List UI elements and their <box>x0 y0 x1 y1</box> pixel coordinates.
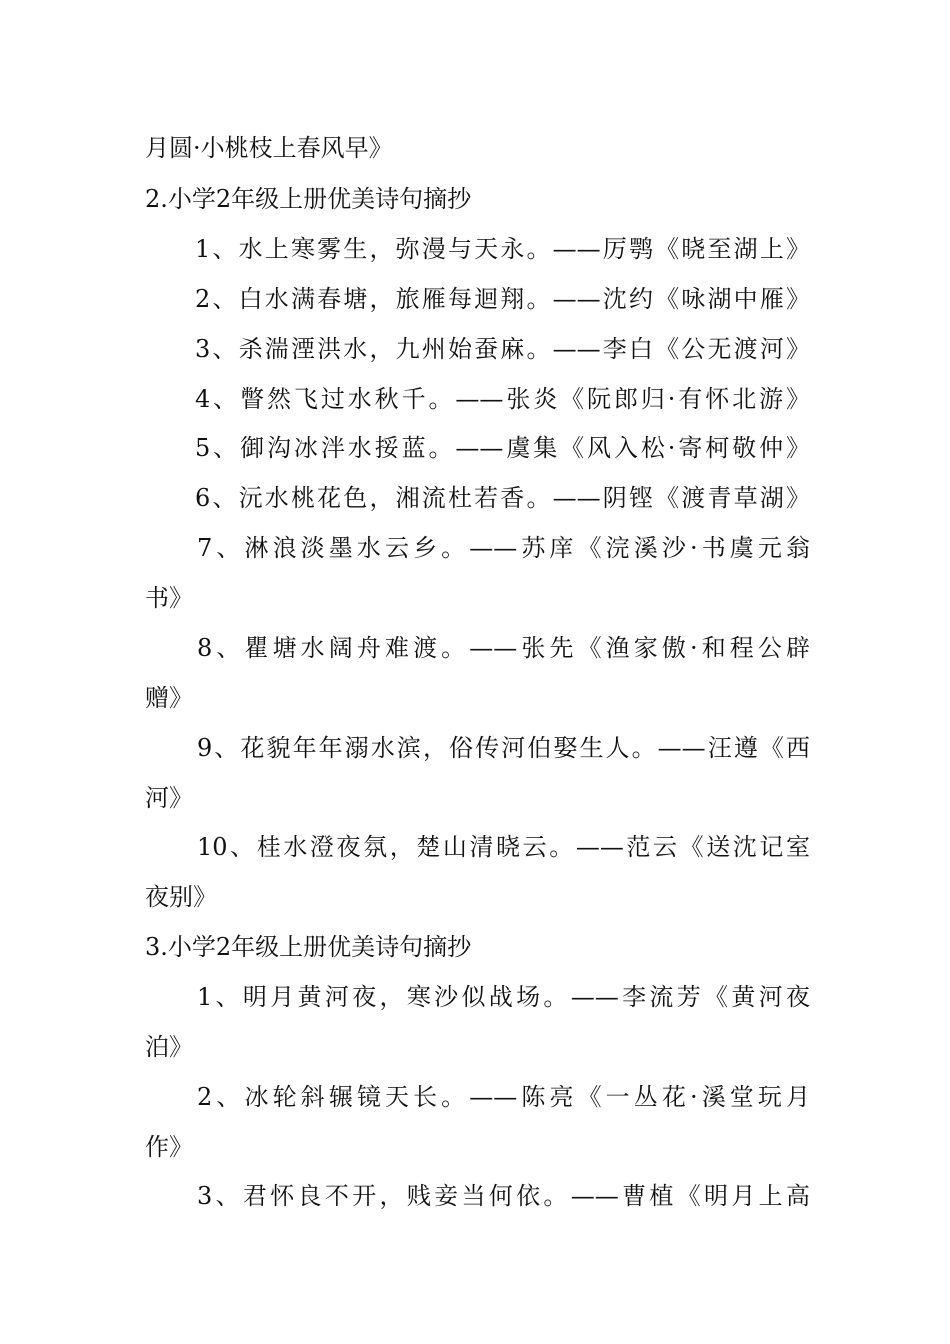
section-heading: 3.小学2年级上册优美诗句摘抄 <box>145 933 472 961</box>
text-line-continuation: 月圆·小桃枝上春风早》 <box>145 134 393 162</box>
poem-line-10-wrap: 夜别》 <box>145 883 217 911</box>
poem-line-8-wrap: 赠》 <box>145 684 193 712</box>
poem-line-10: 10、桂水澄夜氛，楚山清晓云。——范云《送沈记室 <box>197 833 810 861</box>
poem-line-2: 2、白水满春塘，旅雁每迴翔。——沈约《咏湖中雁》 <box>195 285 810 313</box>
poem-line-3: 3、杀湍湮洪水，九州始蚕麻。——李白《公无渡河》 <box>195 335 810 363</box>
poem-line-8: 8、瞿塘水阔舟难渡。——张先《渔家傲·和程公辟 <box>197 634 810 662</box>
poem-line-4: 4、瞥然飞过水秋千。——张炎《阮郎归·有怀北游》 <box>195 385 810 413</box>
poem-line-9: 9、花貌年年溺水滨，俗传河伯娶生人。——汪遵《西 <box>197 734 810 762</box>
poem-line-1-wrap: 泊》 <box>145 1033 193 1061</box>
poem-line-3: 3、君怀良不开，贱妾当何依。——曹植《明月上高 <box>197 1182 810 1210</box>
poem-line-2-wrap: 作》 <box>145 1133 193 1161</box>
poem-line-9-wrap: 河》 <box>145 784 193 812</box>
poem-line-2: 2、冰轮斜辗镜天长。——陈亮《一丛花·溪堂玩月 <box>197 1083 810 1111</box>
section-heading: 2.小学2年级上册优美诗句摘抄 <box>145 185 472 213</box>
poem-line-1: 1、水上寒雾生，弥漫与天永。——厉鹗《晓至湖上》 <box>195 235 810 263</box>
poem-line-7-wrap: 书》 <box>145 584 193 612</box>
poem-line-5: 5、御沟冰泮水挼蓝。——虞集《风入松·寄柯敬仲》 <box>195 434 810 462</box>
poem-line-1: 1、明月黄河夜，寒沙似战场。——李流芳《黄河夜 <box>197 983 810 1011</box>
poem-line-7: 7、淋浪淡墨水云乡。——苏庠《浣溪沙·书虞元翁 <box>197 534 810 562</box>
poem-line-6: 6、沅水桃花色，湘流杜若香。——阴铿《渡青草湖》 <box>195 484 810 512</box>
